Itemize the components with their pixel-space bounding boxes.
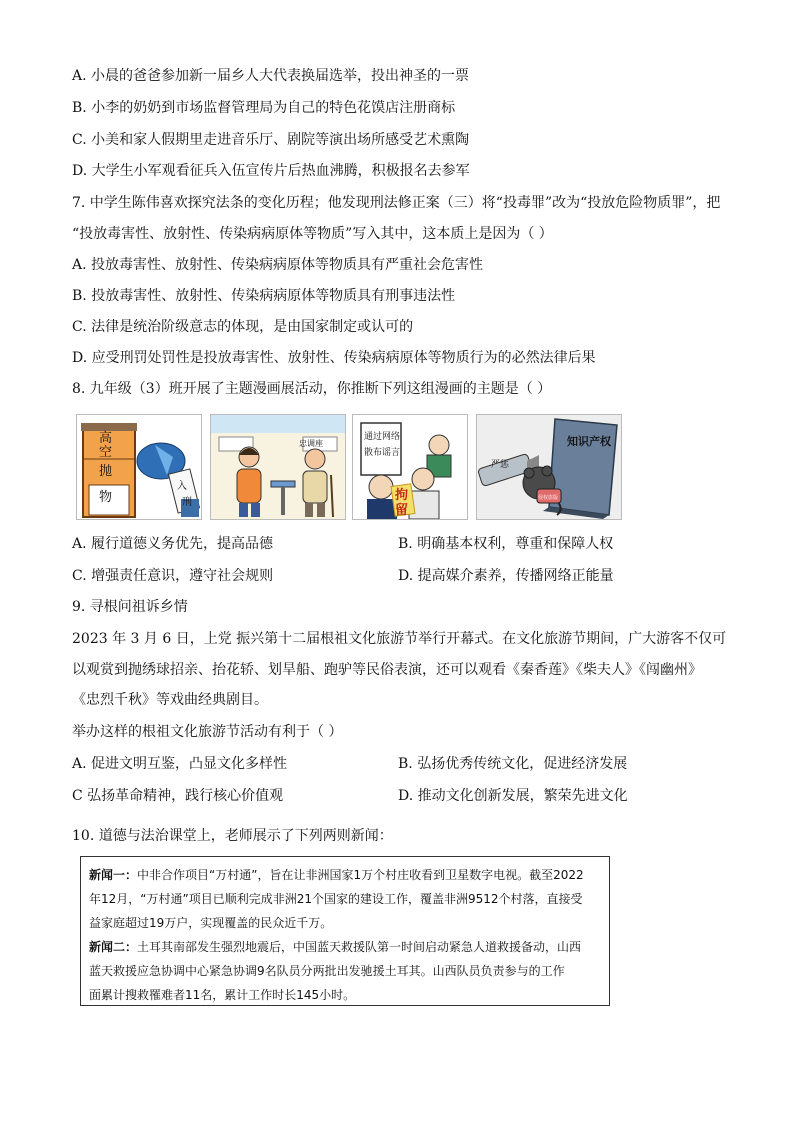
comic-2-illustration bbox=[211, 415, 345, 519]
q9-paragraph-line3: 《忠烈千秋》等戏曲经典剧目。 bbox=[72, 692, 268, 708]
comic1-char-3: 抛 bbox=[99, 464, 113, 479]
q9-title: 9. 寻根问祖诉乡情 bbox=[72, 599, 188, 615]
q6-option-c: C. 小美和家人假期里走进音乐厅、剧院等演出场所感受艺术熏陶 bbox=[72, 132, 470, 148]
comic-panel-3 bbox=[352, 414, 468, 520]
comic2-sign: 忠调座 bbox=[299, 439, 323, 448]
q9-paragraph-line2: 以观赏到抛绣球招亲、抬花轿、划旱船、跑驴等民俗表演，还可以观看《秦香莲》《柴夫人》《闯幽州》 bbox=[72, 662, 702, 678]
comic3-sign-line1: 通过网络 bbox=[364, 432, 401, 442]
q8-option-a: A. 履行道德义务优先，提高品德 bbox=[72, 536, 274, 552]
q8-stem: 8. 九年级（3）班开展了主题漫画展活动，你推断下列这组漫画的主题是（ ） bbox=[72, 381, 552, 397]
news1-text-1: 中非合作项目“万村通”，旨在让非洲国家1万个村庄收看到卫星数字电视。截至2022 bbox=[137, 868, 584, 882]
comic-panel-4 bbox=[476, 414, 622, 520]
comic3-stamp-1: 拘 bbox=[395, 488, 409, 503]
q8-option-b: B. 明确基本权利，尊重和保障人权 bbox=[398, 536, 614, 552]
comic1-char-6: 刑 bbox=[182, 497, 192, 508]
comic-1-illustration bbox=[77, 415, 201, 519]
q6-option-a: A. 小晨的爸爸参加新一届乡人大代表换届选举，投出神圣的一票 bbox=[72, 68, 470, 84]
q9-option-d: D. 推动文化创新发展，繁荣先进文化 bbox=[398, 788, 628, 804]
q7-stem-line2: “投放毒害性、放射性、传染病病原体等物质”写入其中，这本质上是因为（ ） bbox=[72, 226, 553, 242]
q7-stem-line1: 7. 中学生陈伟喜欢探究法条的变化历程；他发现刑法修正案（三）将“投毒罪”改为“投放危险物质罪”，把 bbox=[72, 195, 721, 211]
comic1-char-1: 高 bbox=[99, 431, 113, 446]
q6-option-b: B. 小李的奶奶到市场监督管理局为自己的特色花馍店注册商标 bbox=[72, 100, 456, 116]
news2-text-1: 土耳其南部发生强烈地震后，中国蓝天救援队第一时间启动紧急人道救援备动，山西 bbox=[137, 940, 582, 954]
q10-stem: 10. 道德与法治课堂上，老师展示了下列两则新闻： bbox=[72, 828, 393, 844]
news1-line2: 年12月，“万村通”项目已顺利完成非洲21个国家的建设工作，覆盖非洲9512个村落，直接受 bbox=[89, 892, 583, 906]
news2-line2: 蓝天救援应急协调中心紧急协调9名队员分两批出发驰援土耳其。山西队员负责参与的工作 bbox=[89, 964, 565, 978]
q9-paragraph-line1: 2023 年 3 月 6 日，上党 振兴第十二届根祖文化旅游节举行开幕式。在文化旅游节期间，广大游客不仅可 bbox=[72, 631, 727, 647]
comic1-char-5: 入 bbox=[177, 481, 187, 492]
q8-option-d: D. 提高媒介素养，传播网络正能量 bbox=[398, 568, 614, 584]
comic4-rat-label: 侵权盗版 bbox=[538, 495, 559, 501]
q9-option-a: A. 促进文明互鉴，凸显文化多样性 bbox=[72, 756, 288, 772]
news1-line1 bbox=[89, 863, 601, 887]
q9-question: 举办这样的根祖文化旅游节活动有利于（ ） bbox=[72, 724, 343, 740]
comic3-sign-line2: 散布谣言 bbox=[364, 448, 401, 458]
q7-option-c: C. 法律是统治阶级意志的体现，是由国家制定或认可的 bbox=[72, 319, 414, 335]
news2-label: 新闻二： bbox=[89, 940, 138, 954]
news1-label: 新闻一： bbox=[89, 868, 138, 882]
q7-option-b: B. 投放毒害性、放射性、传染病病原体等物质具有刑事违法性 bbox=[72, 288, 456, 304]
comic-4-illustration bbox=[477, 415, 621, 519]
news2-line3: 面累计搜救罹难者11名，累计工作时长145小时。 bbox=[89, 988, 356, 1002]
q8-option-c: C. 增强责任意识，遵守社会规则 bbox=[72, 568, 274, 584]
news2-line1 bbox=[89, 935, 601, 959]
comic1-char-4: 物 bbox=[99, 490, 113, 505]
q7-option-a: A. 投放毒害性、放射性、传染病病原体等物质具有严重社会危害性 bbox=[72, 257, 484, 273]
news-box bbox=[80, 856, 610, 1006]
comic-panel-1 bbox=[76, 414, 202, 520]
comic-panel-2 bbox=[210, 414, 346, 520]
comic1-char-2: 空 bbox=[99, 445, 113, 460]
news1-line3: 益家庭超过19万户，实现覆盖的民众近千万。 bbox=[89, 916, 333, 930]
comic4-spray-label: 严惩 bbox=[491, 460, 510, 470]
q7-option-d: D. 应受刑罚处罚性是投放毒害性、放射性、传染病病原体等物质行为的必然法律后果 bbox=[72, 350, 596, 366]
comic-3-illustration bbox=[353, 415, 467, 519]
comic3-stamp-2: 留 bbox=[395, 503, 409, 518]
comic4-book-title: 知识产权 bbox=[567, 435, 611, 448]
q9-option-b: B. 弘扬优秀传统文化，促进经济发展 bbox=[398, 756, 628, 772]
q6-option-d: D. 大学生小军观看征兵入伍宣传片后热血沸腾，积极报名去参军 bbox=[72, 163, 470, 179]
q9-option-c: C 弘扬革命精神，践行核心价值观 bbox=[72, 788, 284, 804]
